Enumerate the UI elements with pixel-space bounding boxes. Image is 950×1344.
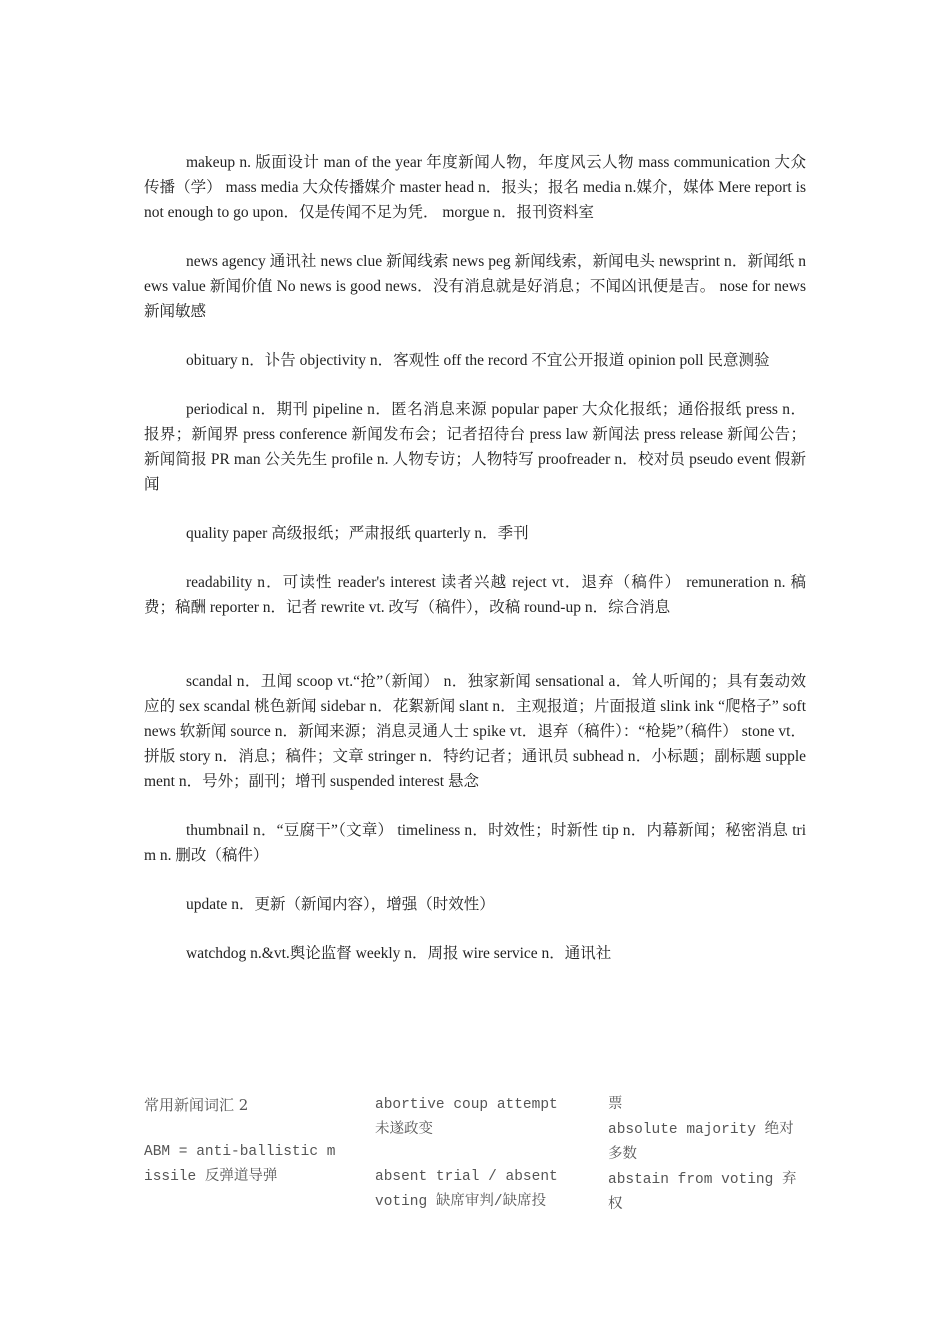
glossary-paragraph-t: thumbnail n．“豆腐干”（文章） timeliness n．时效性；时新性 tip n．内幕新闻；秘密消息 trim n. 删改（稿件） [144,822,806,864]
vocabulary-entry: absent trial / absent voting 缺席审判/缺席投 [375,1169,558,1210]
vocabulary-column-3 [608,1093,806,1218]
glossary-paragraph-n: news agency 通讯社 news clue 新闻线索 news peg 新闻线索，新闻电头 newsprint n．新闻纸 news value 新闻价值 No news is good news．没有消息就是好消息；不闻凶讯便是吉。 nose for news 新闻敏感 [144,253,806,320]
section-title: 常用新闻词汇 2 [144,1096,249,1114]
glossary-paragraph-q: quality paper 高级报纸；严肃报纸 quarterly n．季刊 [186,525,529,542]
glossary-paragraph-o: obituary n．讣告 objectivity n．客观性 off the record 不宜公开报道 opinion poll 民意测验 [186,352,770,369]
glossary-paragraph-s: scandal n．丑闻 scoop vt.“抢”（新闻） n．独家新闻 sensational a．耸人听闻的；具有轰动效应的 sex scandal 桃色新闻 sidebar n．花絮新闻 slant n．主观报道；片面报道 slink ink “爬格子” soft news 软新闻 source n．新闻来源；消息灵通人士 spike vt．退弃（稿件）：“枪毙”（稿件） stone vt．拼版 story n．消息；稿件；文章 stringer n．特约记者；通讯员 subhead n．小标题；副标题 supplement n．号外；副刊；增刊 suspended interest 悬念 [144,673,806,790]
vocabulary-entry: ABM = anti-ballistic missile 反弹道导弹 [144,1144,336,1185]
glossary-paragraph-u: update n．更新（新闻内容），增强（时效性） [186,896,495,913]
vocabulary-entry: abstain from voting 弃权 [608,1172,797,1213]
vocabulary-entry-continuation: 票 [608,1097,623,1113]
glossary-paragraph-m: makeup n. 版面设计 man of the year 年度新闻人物，年度风云人物 mass communication 大众传播（学） mass media 大众传播媒介 master head n．报头；报名 media n.媒介，媒体 Mere report is not enough to go upon．仅是传闻不足为凭． morgue n．报刊资料室 [144,154,806,221]
vocabulary-entry: abortive coup attempt 未遂政变 [375,1097,558,1138]
glossary-paragraph-p: periodical n．期刊 pipeline n．匿名消息来源 popular paper 大众化报纸；通俗报纸 press n．报界；新闻界 press conference 新闻发布会；记者招待台 press law 新闻法 press release 新闻公告；新闻简报 PR man 公关先生 profile n. 人物专访；人物特写 proofreader n．校对员 pseudo event 假新闻 [144,401,806,493]
glossary-body [144,150,806,990]
vocabulary-column-1 [144,1093,344,1190]
vocabulary-entry: absolute majority 绝对多数 [608,1122,794,1163]
vocabulary-column-2 [375,1093,575,1215]
glossary-paragraph-w: watchdog n.&vt.舆论监督 weekly n．周报 wire service n．通讯社 [186,945,612,962]
glossary-paragraph-r: readability n．可读性 reader's interest 读者兴越 reject vt．退弃（稿件） remuneration n. 稿费；稿酬 reporter n．记者 rewrite vt. 改写（稿件），改稿 round-up n．综合消息 [144,574,806,616]
